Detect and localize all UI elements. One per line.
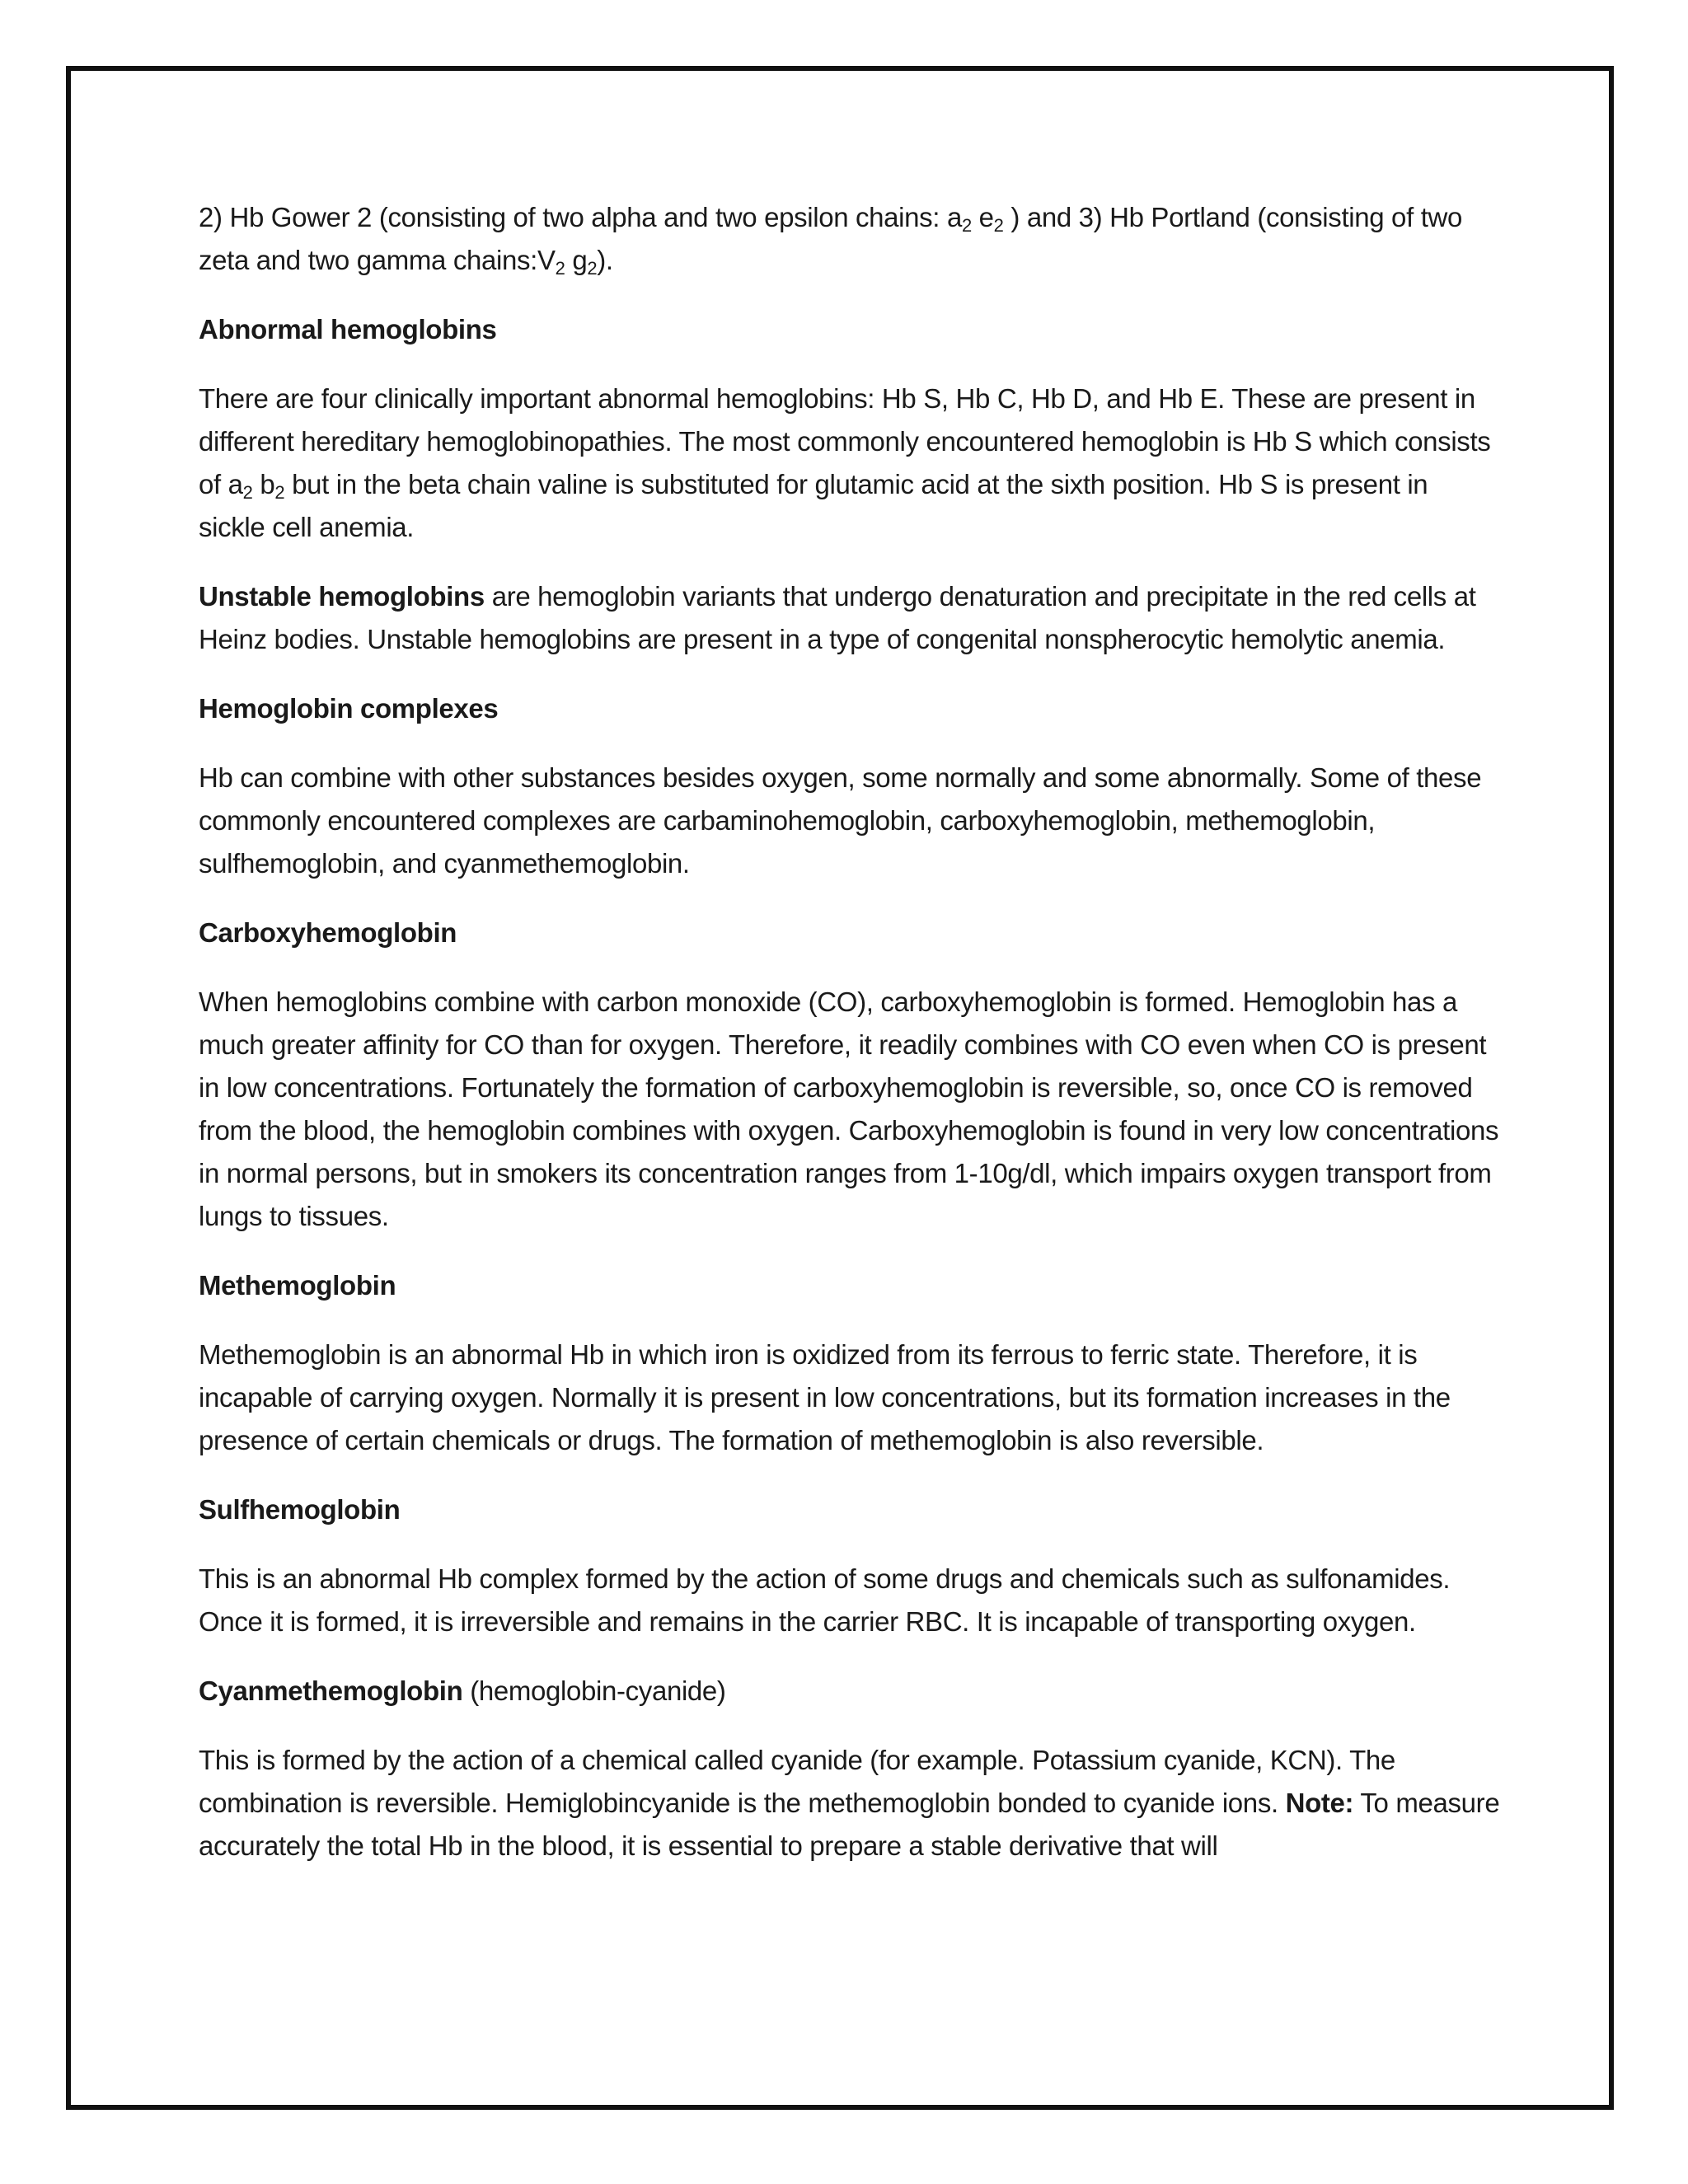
cyanmethemoglobin-heading: Cyanmethemoglobin (hemoglobin-cyanide) (199, 1675, 726, 1706)
abnormal-hemoglobins-heading: Abnormal hemoglobins (199, 314, 497, 344)
abnormal-hemoglobins-paragraph: There are four clinically important abnormal hemoglobins: Hb S, Hb C, Hb D, and Hb E. These are present in different hereditary hemoglobinopathies. The most commonly encountered hemoglobin is Hb S which consists of $a_2$ $b_2$ but in the beta chain valine is substituted for glutamic acid at the sixth position. Hb S is present in sickle cell anemia. (199, 383, 1491, 542)
carboxyhemoglobin-paragraph: When hemoglobins combine with carbon monoxide (CO), carboxyhemoglobin is formed. Hemoglobin has a much greater affinity for CO than for oxygen. Therefore, it readily combines with CO even when CO is present in low concentrations. Fortunately the formation of carboxyhemoglobin is reversible, so, once CO is removed from the blood, the hemoglobin combines with oxygen. Carboxyhemoglobin is found in very low concentrations in normal persons, but in smokers its concentration ranges from 1-10g/dl, which impairs oxygen transport from lungs to tissues. (199, 987, 1499, 1231)
document-body (199, 196, 1501, 1894)
sulfhemoglobin-paragraph: This is an abnormal Hb complex formed by the action of some drugs and chemicals such as sulfonamides. Once it is formed, it is irreversible and remains in the carrier RBC. It is incapable of transporting oxygen. (199, 1563, 1451, 1637)
methemoglobin-paragraph: Methemoglobin is an abnormal Hb in which iron is oxidized from its ferrous to ferric state. Therefore, it is incapable of carrying oxygen. Normally it is present in low concentrations, but its formation increases in the presence of certain chemicals or drugs. The formation of methemoglobin is also reversible. (199, 1339, 1451, 1455)
hemoglobin-complexes-paragraph: Hb can combine with other substances besides oxygen, some normally and some abnormally. Some of these commonly encountered complexes are carbaminohemoglobin, carboxyhemoglobin, methemoglobin, sulfhemoglobin, and cyanmethemoglobin. (199, 762, 1482, 879)
methemoglobin-heading: Methemoglobin (199, 1270, 396, 1301)
note-label: Note: (1285, 1788, 1354, 1818)
cyanmethemoglobin-paragraph: This is formed by the action of a chemical called cyanide (for example. Potassium cyanide, KCN). The combination is reversible. Hemiglobincyanide is the methemoglobin bonded to cyanide ions. Note: To measure accurately the total Hb in the blood, it is essential to prepare a stable derivative that will (199, 1745, 1500, 1861)
sulfhemoglobin-heading: Sulfhemoglobin (199, 1494, 401, 1525)
intro-paragraph: 2) Hb Gower 2 (consisting of two alpha and two epsilon chains: $a_2$ $e_2$ ) and 3) Hb Portland (consisting of two zeta and two gamma $chains:V_2$ $g_2$). (199, 202, 1463, 279)
hemoglobin-complexes-heading: Hemoglobin complexes (199, 693, 499, 724)
carboxyhemoglobin-heading: Carboxyhemoglobin (199, 917, 457, 948)
unstable-hemoglobins-term: Unstable hemoglobins (199, 581, 485, 612)
unstable-hemoglobins-paragraph: Unstable hemoglobins are hemoglobin variants that undergo denaturation and precipitate in the red cells at Heinz bodies. Unstable hemoglobins are present in a type of congenital nonspherocytic hemolytic anemia. (199, 581, 1476, 654)
